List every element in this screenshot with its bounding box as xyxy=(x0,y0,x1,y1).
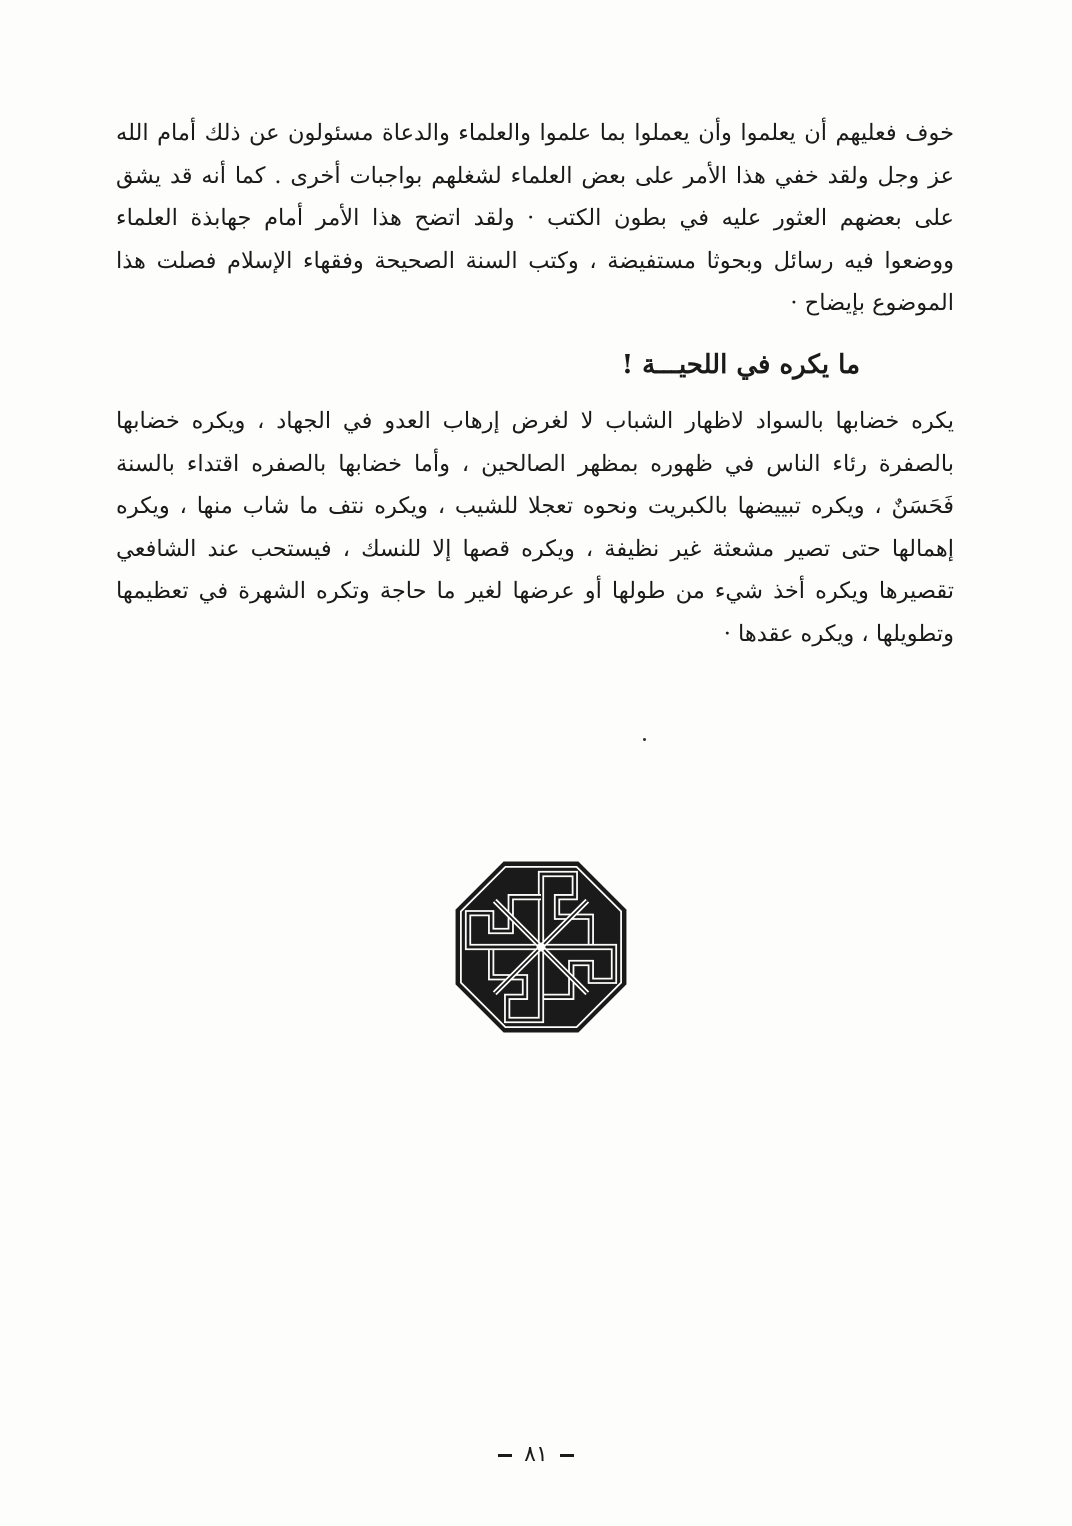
page-number: ٨١ xyxy=(524,1442,548,1467)
page-number-footer xyxy=(0,1440,1072,1470)
beard-rulings-paragraph: يكره خضابها بالسواد لاظهار الشباب لا لغرض إرهاب العدو في الجهاد ، ويكره خضابها بالصفرة رئاء الناس في ظهوره بمظهر الصالحين ، وأما خضابها بالصفره اقتداء بالسنة فَحَسَنٌ ، ويكره تبييضها بالكبريت ونحوه تعجلا للشيب ، ويكره نتف ما شاب منها ، ويكره إهمالها حتى تصير مشعثة غير نظيفة ، ويكره قصها إلا للنسك ، فيستحب عند الشافعي تقصيرها ويكره أخذ شيء من طولها أو عرضها لغير ما حاجة وتكره الشهرة في تعظيمها وتطويلها ، ويكره عقدها · xyxy=(116,408,954,647)
ink-speck xyxy=(643,738,646,741)
intro-paragraph: خوف فعليهم أن يعلموا وأن يعملوا بما علموا والعلماء والدعاة مسئولون عن ذلك أمام الله عز وجل ولقد خفي هذا الأمر على بعض العلماء لشغلهم بواجبات أخرى . كما أنه قد يشق على بعضهم العثور عليه في بطون الكتب · ولقد اتضح هذا الأمر أمام جهابذة العلماء ووضعوا فيه رسائل وبحوثا مستفيضة ، وكتب السنة الصحيحة وفقهاء الإسلام فصلت هذا الموضوع بإيضاح · xyxy=(116,120,954,317)
footer-dash-right xyxy=(560,1454,574,1457)
octagonal-knot-ornament-icon xyxy=(452,858,630,1036)
section-heading: ما يكره في اللحيـــة ! xyxy=(621,350,860,380)
footer-dash-left xyxy=(498,1454,512,1457)
